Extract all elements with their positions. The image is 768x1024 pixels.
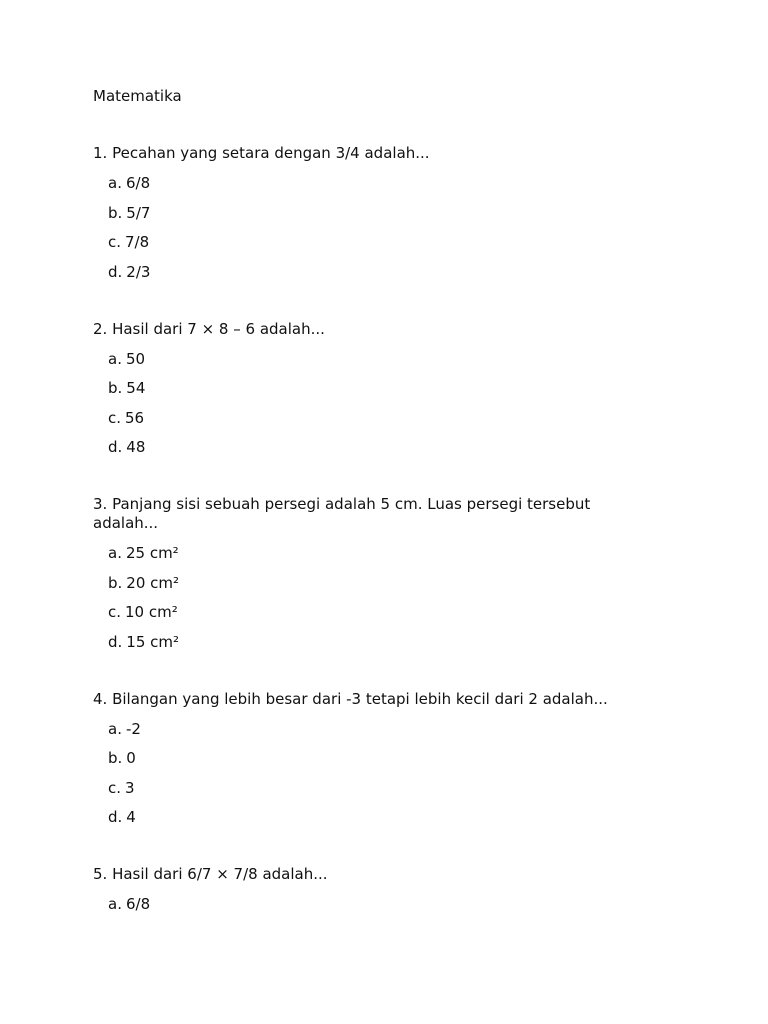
option-a xyxy=(108,719,628,739)
option-a xyxy=(108,894,628,914)
question-text: 5. Hasil dari 6/7 × 7/8 adalah... xyxy=(93,865,328,883)
option-text: 54 xyxy=(126,379,146,397)
option-text: 2/3 xyxy=(126,262,151,281)
option-text: 15 cm² xyxy=(126,632,180,651)
option-label: a. xyxy=(108,719,122,738)
question-5 xyxy=(93,865,628,914)
option-b xyxy=(108,203,628,223)
option-list xyxy=(93,173,628,282)
option-text: -2 xyxy=(125,719,141,738)
option-c xyxy=(108,232,628,252)
option-a xyxy=(108,349,628,369)
option-d xyxy=(108,437,628,457)
option-label: c. xyxy=(108,778,122,797)
question-text: 4. Bilangan yang lebih besar dari -3 tetapi lebih kecil dari 2 adalah... xyxy=(93,689,608,708)
option-a xyxy=(108,173,628,193)
option-label: d. xyxy=(108,808,123,826)
question-2 xyxy=(93,320,628,458)
question-1 xyxy=(93,144,628,282)
option-text: 20 cm² xyxy=(126,573,180,592)
option-label: a. xyxy=(108,544,122,562)
option-label: b. xyxy=(108,749,123,767)
question-text: 1. Pecahan yang setara dengan 3/4 adalah... xyxy=(93,144,430,162)
option-list xyxy=(93,349,628,458)
question-3 xyxy=(93,495,628,652)
document-title: Matematika xyxy=(93,87,182,105)
option-list xyxy=(93,719,628,828)
option-text: 3 xyxy=(125,778,135,797)
option-d xyxy=(108,807,628,827)
option-text: 56 xyxy=(125,408,145,427)
option-text: 25 cm² xyxy=(125,544,179,562)
option-d xyxy=(108,632,628,652)
option-text: 0 xyxy=(126,749,136,767)
option-b xyxy=(108,748,628,768)
option-label: d. xyxy=(108,632,123,651)
option-list xyxy=(93,894,628,914)
option-label: d. xyxy=(108,262,123,281)
option-b xyxy=(108,378,628,398)
question-4 xyxy=(93,690,628,828)
option-label: c. xyxy=(108,408,122,427)
option-label: b. xyxy=(108,203,123,222)
option-text: 10 cm² xyxy=(125,603,178,621)
option-label: d. xyxy=(108,438,123,456)
option-label: b. xyxy=(108,573,123,592)
option-c xyxy=(108,602,628,622)
option-label: a. xyxy=(108,349,122,368)
option-list xyxy=(93,543,628,652)
option-c xyxy=(108,778,628,798)
option-label: c. xyxy=(108,233,122,251)
question-text: 2. Hasil dari 7 × 8 – 6 adalah... xyxy=(93,319,325,338)
option-text: 6/8 xyxy=(125,895,151,913)
option-text: 7/8 xyxy=(125,233,150,251)
question-text: 3. Panjang sisi sebuah persegi adalah 5 cm. Luas persegi tersebut adalah... xyxy=(93,495,591,532)
option-text: 6/8 xyxy=(125,174,151,192)
option-label: a. xyxy=(108,895,122,913)
option-label: a. xyxy=(108,174,122,192)
option-label: b. xyxy=(108,379,123,397)
option-text: 5/7 xyxy=(126,203,151,222)
option-text: 4 xyxy=(126,808,136,826)
option-b xyxy=(108,573,628,593)
option-text: 50 xyxy=(125,349,146,368)
option-a xyxy=(108,543,628,563)
option-c xyxy=(108,408,628,428)
option-label: c. xyxy=(108,603,122,621)
option-d xyxy=(108,262,628,282)
option-text: 48 xyxy=(126,438,146,456)
